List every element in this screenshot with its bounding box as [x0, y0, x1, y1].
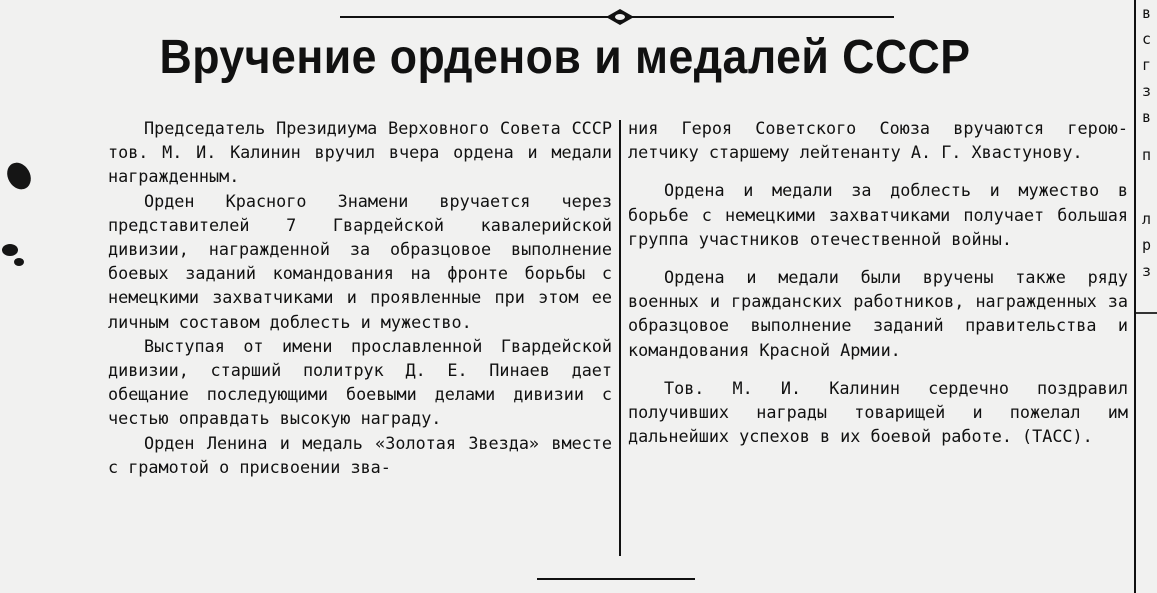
fragment-letter: в	[1142, 4, 1152, 22]
adjacent-column-divider	[1134, 0, 1136, 593]
left-paragraph-3: Выступая от имени прославленной Гвардейской дивизии, старший политрук Д. Е. Пинаев дает обещание последующими боевыми делами дивизии с честью оправдать высокую награду.	[108, 335, 612, 429]
ornament-diamond-icon	[606, 9, 634, 25]
article-headline: Вручение орденов и медалей СССР	[159, 31, 971, 84]
right-paragraph-2: Ордена и медали были вручены также ряду военных и гражданских работников, награжденных за образцовое выполнение заданий правительства и командования Красной Армии.	[628, 267, 1128, 360]
right-paragraph-3: Тов. М. И. Калинин сердечно поздравил получивших награды товарищей и пожелал им дальнейших успехов в их боевой работе. (ТАСС).	[628, 377, 1128, 447]
fragment-letter: р	[1142, 236, 1152, 254]
right-paragraph-1: Ордена и медали за доблесть и мужество в борьбе с немецкими захватчиками получает большая группа участников отечественной войны.	[628, 180, 1128, 249]
right-column	[628, 116, 1128, 448]
adjacent-column-rule	[1136, 312, 1157, 314]
left-paragraph-1: Председатель Президиума Верховного Совета СССР тов. М. И. Калинин вручил вчера ордена и медали награжденным.	[108, 118, 612, 187]
fragment-letter: л	[1142, 210, 1152, 228]
fragment-letter: п	[1142, 146, 1152, 164]
ink-blot	[14, 258, 24, 266]
fragment-letter: г	[1142, 56, 1152, 74]
left-paragraph-4: Орден Ленина и медаль «Золотая Звезда» вместе с грамотой о присвоении зва-	[108, 432, 612, 477]
fragment-letter: з	[1142, 262, 1152, 280]
bottom-rule	[537, 578, 695, 580]
left-paragraph-2: Орден Красного Знамени вручается через представителей 7 Гвардейской кавалерийской дивизии, награжденной за образцовое выполнение боевых заданий командования на фронте борьбы с немецкими захватчиками и проявленные при этом ее личным составом доблесть и мужество.	[108, 190, 612, 332]
column-divider	[619, 120, 621, 556]
fragment-letter: с	[1142, 30, 1152, 48]
fragment-letter: з	[1142, 82, 1152, 100]
left-column	[108, 116, 612, 479]
ink-blot	[2, 244, 18, 256]
ink-blot	[2, 158, 35, 193]
right-paragraph-lead: ния Героя Советского Союза вручаются герою-летчику старшему лейтенанту А. Г. Хвастунову.	[628, 118, 1128, 163]
fragment-letter: в	[1142, 108, 1152, 126]
